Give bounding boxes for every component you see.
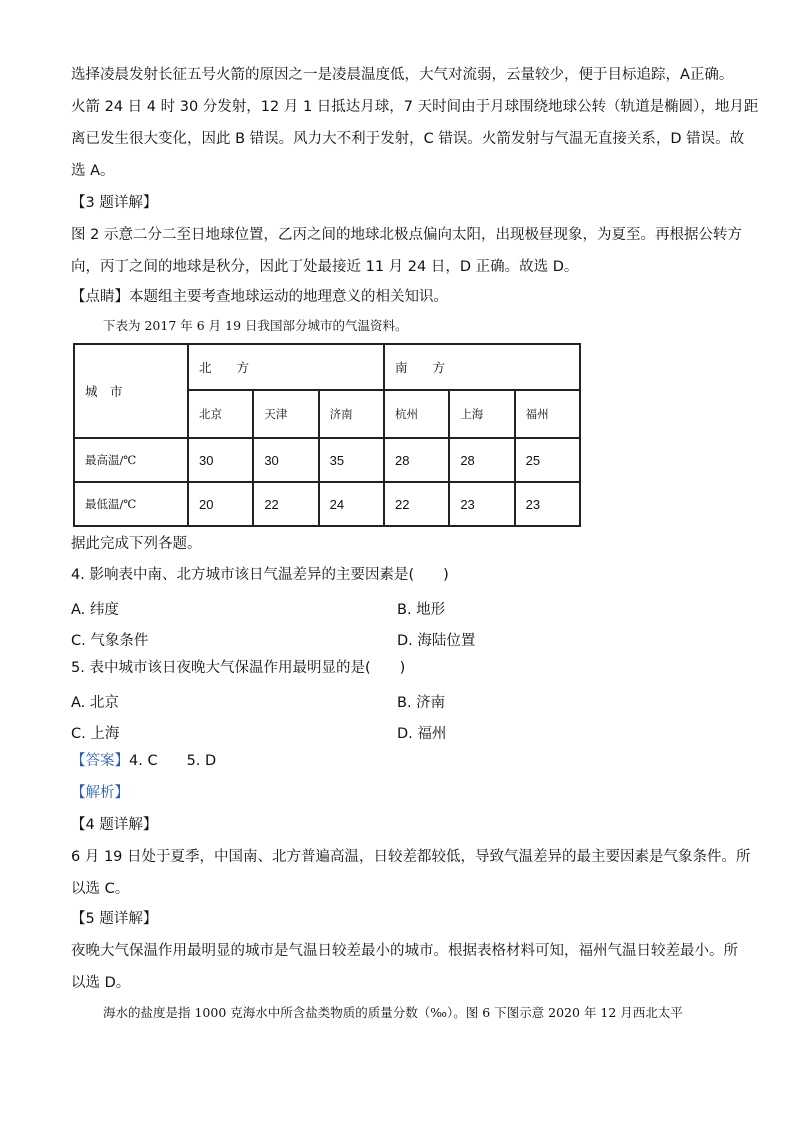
table-cell: 24 bbox=[319, 482, 384, 526]
city-header: 福州 bbox=[515, 390, 580, 438]
answer-text: 4. C 5. D bbox=[129, 753, 217, 769]
q4-option-d: D. 海陆位置 bbox=[397, 633, 476, 649]
table-cell: 30 bbox=[188, 438, 253, 482]
q4-heading: 【4 题详解】 bbox=[71, 817, 158, 833]
table-cell: 20 bbox=[188, 482, 253, 526]
question-5-stem: 5. 表中城市该日夜晚大气保温作用最明显的是( ) bbox=[71, 660, 406, 676]
text-line: 图 2 示意二分二至日地球位置，乙丙之间的地球北极点偏向太阳，出现极昼现象，为夏至。再根据公转方 bbox=[71, 227, 742, 243]
text-line: 选择凌晨发射长征五号火箭的原因之一是凌晨温度低，大气对流弱，云量较少，便于目标追踪，A正确。 bbox=[71, 67, 734, 83]
text-line: 以选 C。 bbox=[71, 881, 130, 897]
row-header-city: 城 市 bbox=[74, 344, 188, 438]
table-cell: 23 bbox=[515, 482, 580, 526]
q3-heading: 【3 题详解】 bbox=[71, 195, 158, 211]
text-line: 选 A。 bbox=[71, 163, 115, 179]
city-header: 北京 bbox=[188, 390, 253, 438]
city-header: 天津 bbox=[253, 390, 318, 438]
table-row-max bbox=[74, 438, 580, 482]
table-cell: 35 bbox=[319, 438, 384, 482]
text-line: 向，丙丁之间的地球是秋分，因此丁处最接近 11 月 24 日，D 正确。故选 D。 bbox=[71, 259, 579, 275]
text-line: 离已发生很大变化，因此 B 错误。风力大不利于发射，C 错误。火箭发射与气温无直接关系，D 错误。故 bbox=[71, 131, 745, 147]
text-line: 火箭 24 日 4 时 30 分发射，12 月 1 日抵达月球，7 天时间由于月球围绕地球公转（轨道是椭圆），地月距 bbox=[71, 99, 759, 115]
table-intro: 下表为 2017 年 6 月 19 日我国部分城市的气温资料。 bbox=[103, 318, 408, 333]
q5-option-c: C. 上海 bbox=[71, 726, 120, 742]
q5-heading: 【5 题详解】 bbox=[71, 911, 158, 927]
q4-option-c: C. 气象条件 bbox=[71, 633, 149, 649]
q5-option-a: A. 北京 bbox=[71, 695, 119, 711]
paragraph-q5-explanation bbox=[71, 935, 738, 999]
table-cell: 22 bbox=[384, 482, 449, 526]
comment-note: 【点睛】本题组主要考查地球运动的地理意义的相关知识。 bbox=[71, 289, 448, 305]
q4-option-b: B. 地形 bbox=[397, 602, 446, 618]
q5-option-d: D. 福州 bbox=[397, 726, 447, 742]
next-section-intro: 海水的盐度是指 1000 克海水中所含盐类物质的质量分数（‰）。图 6 下图示意 2020 年 12 月西北太平 bbox=[103, 1005, 683, 1020]
table-cell: 23 bbox=[449, 482, 514, 526]
group-south: 南 方 bbox=[384, 344, 580, 390]
row-label: 最高温/℃ bbox=[74, 438, 188, 482]
group-north: 北 方 bbox=[188, 344, 384, 390]
instruction-text: 据此完成下列各题。 bbox=[71, 536, 202, 552]
table-cell: 28 bbox=[449, 438, 514, 482]
q5-option-b: B. 济南 bbox=[397, 695, 446, 711]
table-row-min bbox=[74, 482, 580, 526]
city-header: 上海 bbox=[449, 390, 514, 438]
paragraph-q3-explanation bbox=[71, 219, 742, 283]
paragraph-q2-explanation bbox=[71, 59, 759, 187]
temperature-table bbox=[73, 343, 581, 527]
table-cell: 30 bbox=[253, 438, 318, 482]
question-4-stem: 4. 影响表中南、北方城市该日气温差异的主要因素是( ) bbox=[71, 567, 449, 583]
table-cell: 22 bbox=[253, 482, 318, 526]
city-header: 济南 bbox=[319, 390, 384, 438]
table-cell: 28 bbox=[384, 438, 449, 482]
city-header: 杭州 bbox=[384, 390, 449, 438]
table-cell: 25 bbox=[515, 438, 580, 482]
answer-line bbox=[71, 745, 731, 777]
row-label: 最低温/℃ bbox=[74, 482, 188, 526]
paragraph-q4-explanation bbox=[71, 841, 751, 905]
text-line: 夜晚大气保温作用最明显的城市是气温日较差最小的城市。根据表格材料可知，福州气温日较差最小。所 bbox=[71, 943, 738, 959]
analysis-label: 【解析】 bbox=[71, 785, 129, 801]
answer-label: 【答案】 bbox=[71, 753, 129, 769]
text-line: 以选 D。 bbox=[71, 975, 131, 991]
q4-option-a: A. 纬度 bbox=[71, 602, 119, 618]
text-line: 6 月 19 日处于夏季，中国南、北方普遍高温，日较差都较低，导致气温差异的最主要因素是气象条件。所 bbox=[71, 849, 751, 865]
